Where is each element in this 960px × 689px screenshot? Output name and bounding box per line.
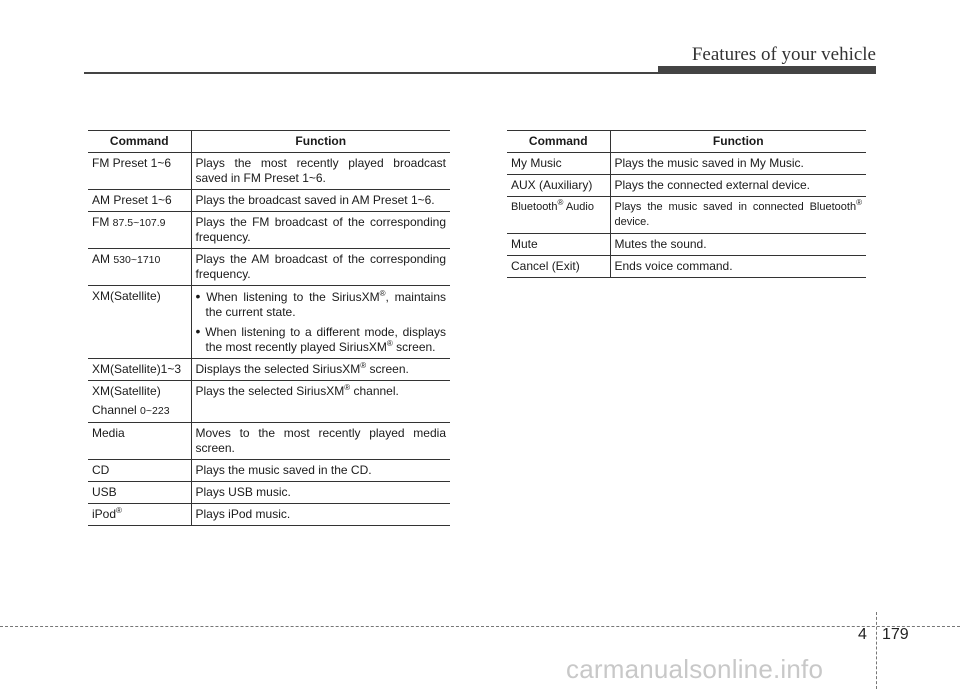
function-cell: Plays the FM broadcast of the corresponding frequency. [191,212,450,249]
command-cell: AM Preset 1~6 [88,190,191,212]
command-cell: XM(Satellite)1~3 [88,359,191,381]
channel-range: 0~223 [140,405,170,417]
function-text: Displays the selected SiriusXM [195,362,361,376]
command-cell [507,197,610,234]
function-cell: Plays the music saved in My Music. [610,153,866,175]
function-cell [610,197,866,234]
column-header-function: Function [191,131,450,153]
function-text: device. [614,216,650,228]
table-row [88,359,450,381]
table-row [88,190,450,212]
function-text: channel. [350,384,399,398]
command-cell [88,212,191,249]
table-row [507,153,866,175]
function-text: Plays the selected SiriusXM [195,384,345,398]
footer-divider [876,612,877,689]
registered-mark: ® [379,289,386,298]
table-row [88,482,450,504]
function-cell: Plays the most recently played broadcast saved in FM Preset 1~6. [191,153,450,190]
table-row [88,249,450,286]
footer-rule [0,626,960,627]
command-cell: USB [88,482,191,504]
frequency-range: 530~1710 [113,254,161,266]
function-cell [191,381,450,423]
bullet-dot-icon: • [195,323,201,339]
function-text: Plays the music saved in connected Bluetooth [614,201,857,213]
registered-mark: ® [360,361,367,370]
column-header-command: Command [507,131,610,153]
command-cell: AUX (Auxiliary) [507,175,610,197]
table-row [88,153,450,190]
table-row [88,286,450,359]
registered-mark: ® [557,198,564,207]
table-row [88,381,450,423]
function-cell: Plays iPod music. [191,504,450,526]
function-cell [191,286,450,359]
table-header-row [507,131,866,153]
watermark: carmanualsonline.info [566,654,824,684]
table-row [507,175,866,197]
command-line [92,403,187,419]
table-row [88,460,450,482]
voice-command-table-right [507,130,866,278]
function-text: screen. [366,362,409,376]
bullet-text: screen. [392,340,436,354]
function-cell: Plays USB music. [191,482,450,504]
bullet-item [196,324,447,355]
table-row [507,234,866,256]
table-row [88,504,450,526]
command-cell: XM(Satellite) [88,286,191,359]
command-cell: Mute [507,234,610,256]
command-line: XM(Satellite) [92,384,161,398]
registered-mark: ® [386,339,393,348]
function-cell: Moves to the most recently played media screen. [191,423,450,460]
table-row [88,423,450,460]
function-cell: Mutes the sound. [610,234,866,256]
column-header-command: Command [88,131,191,153]
registered-mark: ® [856,198,862,207]
page-number: 179 [882,626,909,643]
bullet-text: When listening to the SiriusXM [206,290,380,304]
voice-command-table-left [88,130,450,526]
command-cell: Cancel (Exit) [507,256,610,278]
function-cell: Plays the connected external device. [610,175,866,197]
table-header-row [88,131,450,153]
frequency-range: 87.5~107.9 [112,217,166,229]
command-cell [88,504,191,526]
function-cell: Plays the broadcast saved in AM Preset 1~6. [191,190,450,212]
bullet-dot-icon: • [195,288,201,304]
table-row [507,256,866,278]
bullet-item [196,289,447,320]
function-cell [191,359,450,381]
page-header-title: Features of your vehicle [691,44,876,65]
table-row [507,197,866,234]
command-text: Audio [563,201,594,213]
column-header-function: Function [610,131,866,153]
command-cell: Media [88,423,191,460]
command-cell: CD [88,460,191,482]
bullet-text: When listening to a different mode, displays the most recently played SiriusXM [205,325,446,354]
chapter-number: 4 [858,626,867,643]
command-text: FM [92,215,113,229]
command-cell: FM Preset 1~6 [88,153,191,190]
registered-mark: ® [116,506,122,515]
command-text: Channel [92,403,141,417]
function-cell: Plays the AM broadcast of the corresponding frequency. [191,249,450,286]
header-rule-accent [658,66,876,73]
function-cell: Plays the music saved in the CD. [191,460,450,482]
table-row [88,212,450,249]
command-text: iPod [92,507,117,521]
command-cell [88,249,191,286]
registered-mark: ® [344,383,351,392]
function-cell: Ends voice command. [610,256,866,278]
command-text: AM [92,252,114,266]
command-cell [88,381,191,423]
bullet-text: , maintains the current state. [205,290,446,319]
command-cell: My Music [507,153,610,175]
command-text: Bluetooth [511,201,558,213]
